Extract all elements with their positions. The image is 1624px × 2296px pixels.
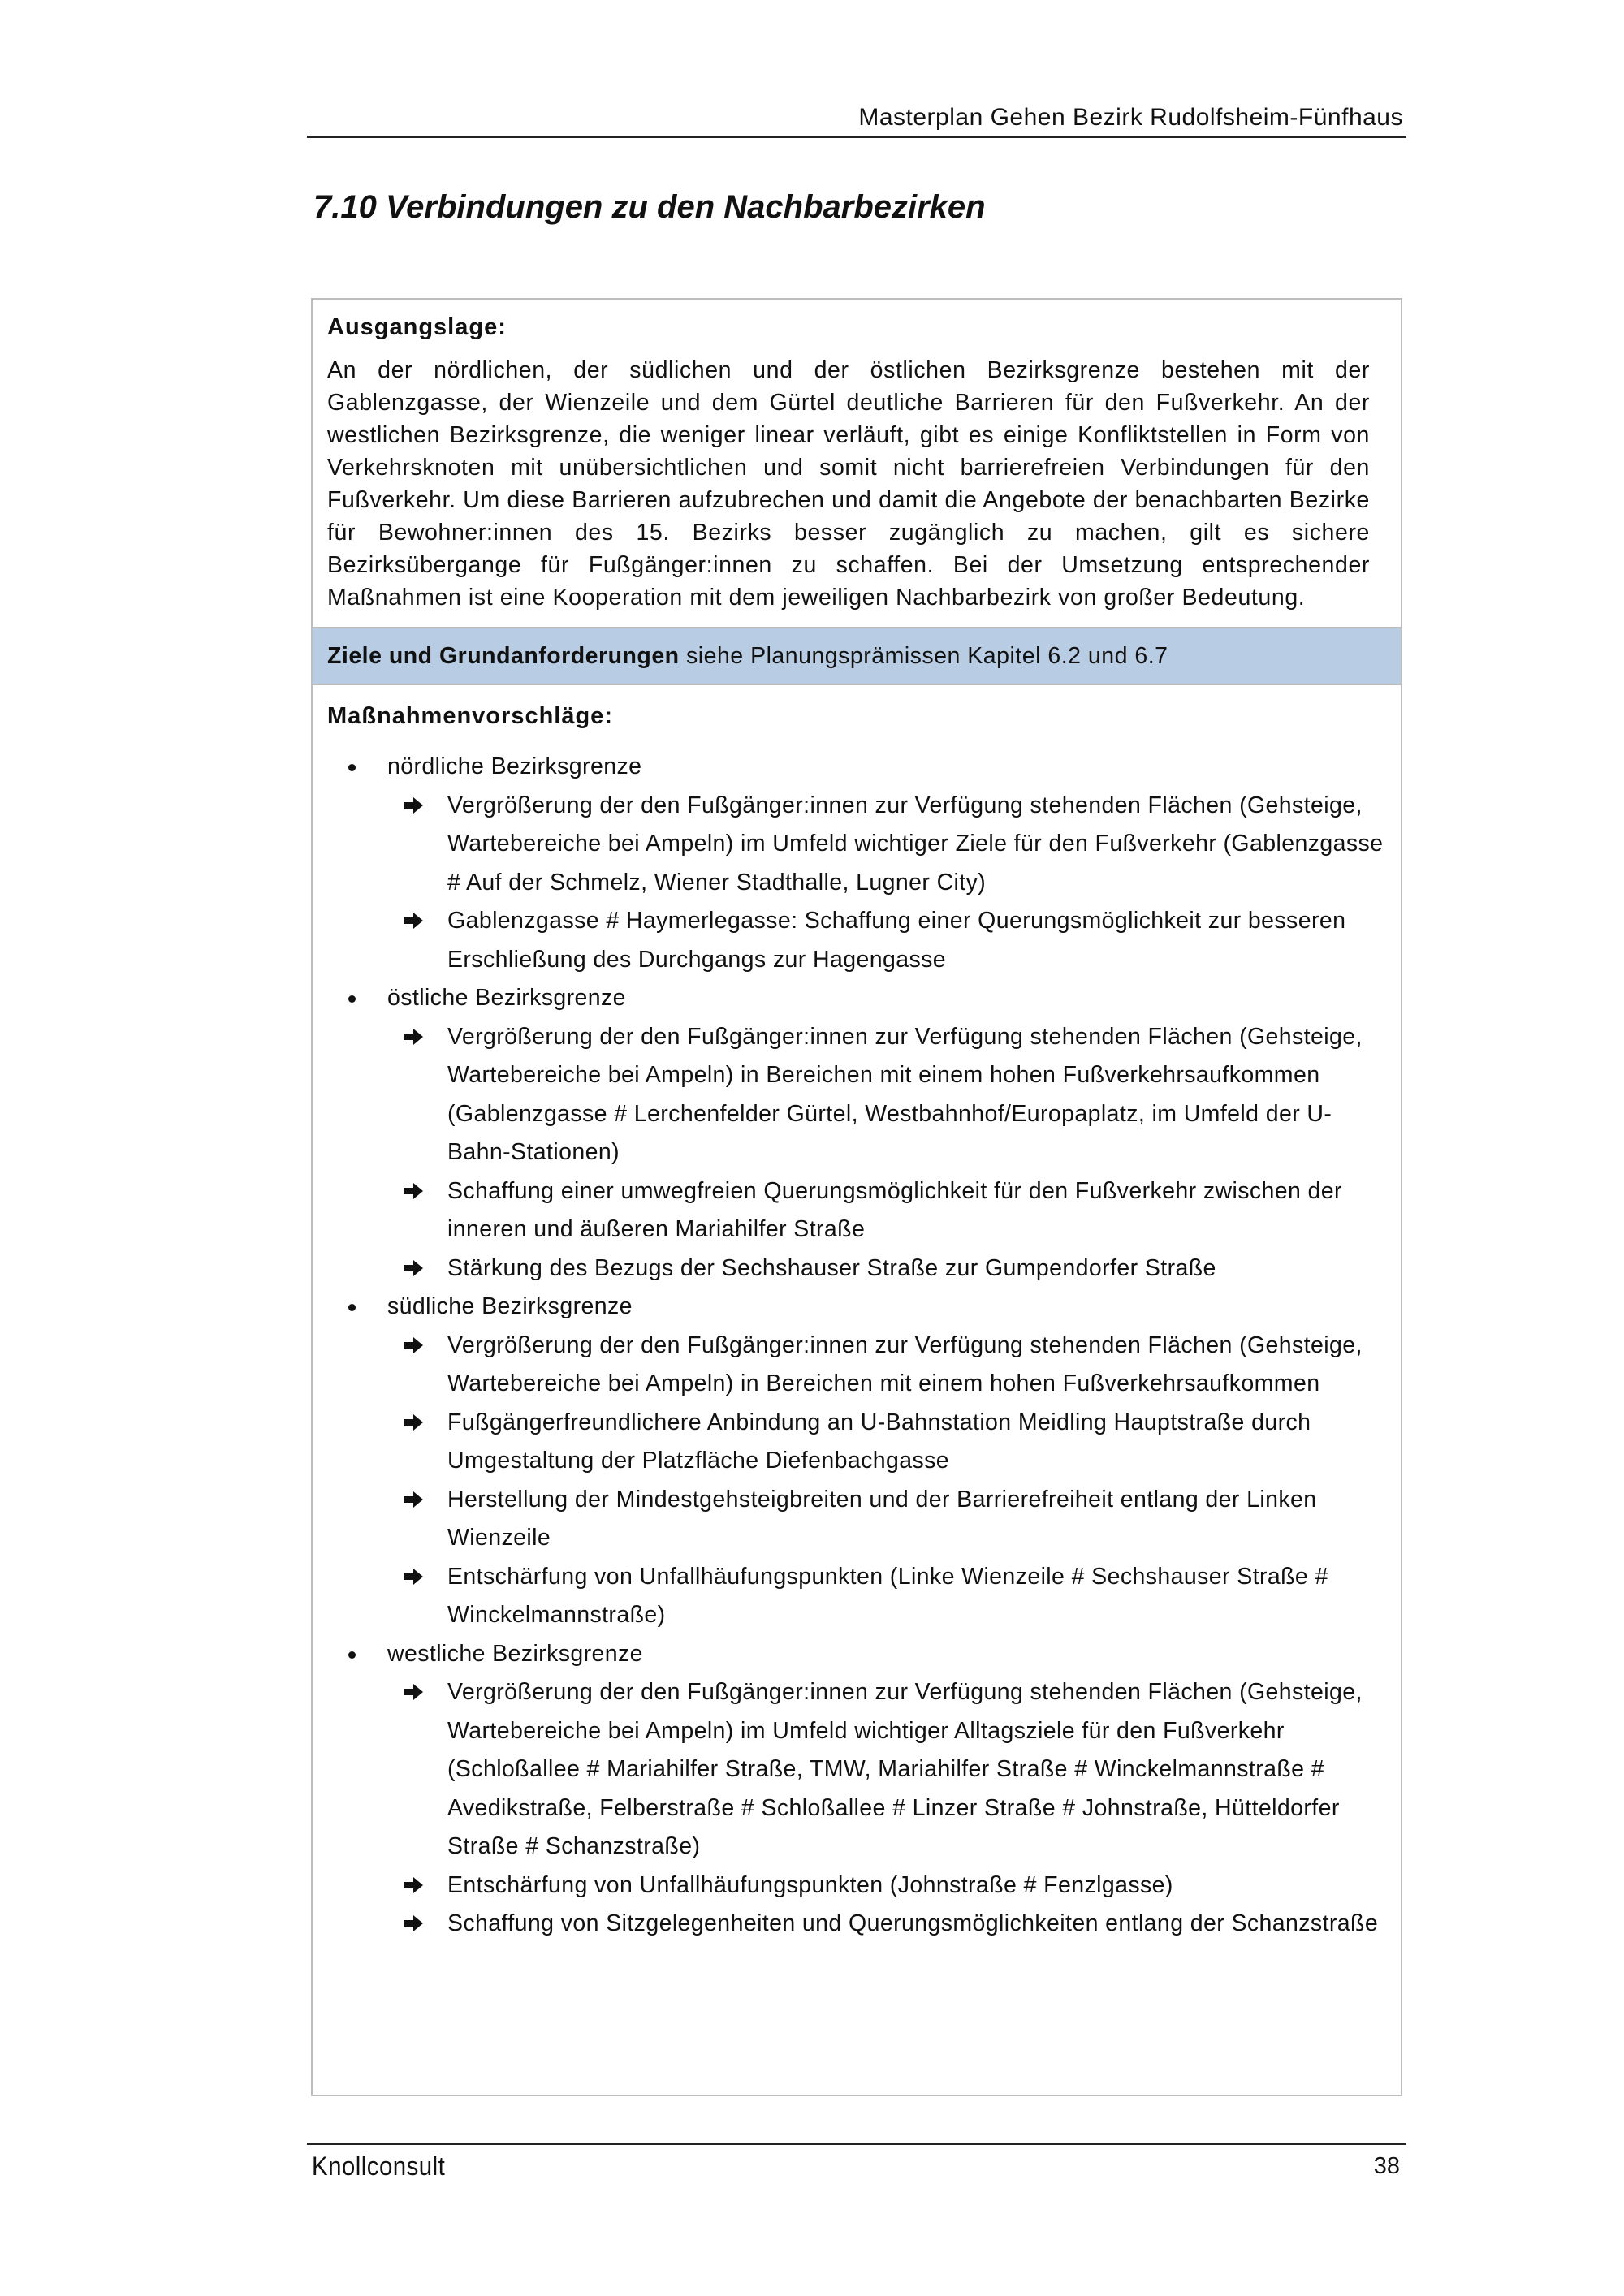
- content-box: [311, 298, 1402, 2096]
- bullet-icon: [348, 995, 356, 1003]
- bullet-icon: [348, 764, 356, 771]
- arrow-right-icon: [402, 1336, 425, 1354]
- list-item-text: Vergrößerung der den Fußgänger:innen zur Verfügung stehenden Flächen (Gehsteige, Wartebereiche bei Ampeln) in Bereichen mit einem hohen Fußverkehrsaufkommen: [447, 1331, 1363, 1396]
- ziele-label: Ziele und Grundanforderungen: [327, 643, 680, 669]
- list-item-text: Fußgängerfreundlichere Anbindung an U-Bahnstation Meidling Hauptstraße durch Umgestaltung der Platzfläche Diefenbachgasse: [447, 1409, 1311, 1474]
- group-south: [327, 1288, 1386, 1635]
- group-north: [327, 748, 1386, 979]
- footer-company: Knollconsult: [312, 2151, 446, 2181]
- list-item: [387, 1867, 1386, 1905]
- list-item-text: Entschärfung von Unfallhäufungspunkten (Linke Wienzeile # Sechshauser Straße # Winckelmannstraße): [447, 1563, 1328, 1628]
- list-item: [387, 1481, 1386, 1558]
- arrow-right-icon: [402, 1413, 425, 1431]
- footer-rule: [307, 2143, 1406, 2145]
- massnahmen-section: [313, 685, 1401, 1944]
- arrow-right-icon: [402, 1876, 425, 1894]
- arrow-right-icon: [402, 912, 425, 930]
- massnahmen-list: [327, 748, 1386, 1944]
- list-item-text: Gablenzgasse # Haymerlegasse: Schaffung einer Querungsmöglichkeit zur besseren Erschließung des Durchgangs zur Hagengasse: [447, 908, 1346, 973]
- group-west: [327, 1635, 1386, 1944]
- bullet-icon: [348, 1651, 356, 1659]
- section-title: 7.10 Verbindungen zu den Nachbarbezirken: [313, 189, 986, 225]
- ziele-text: siehe Planungsprämissen Kapitel 6.2 und 6.7: [679, 643, 1168, 669]
- arrow-right-icon: [402, 1568, 425, 1586]
- arrow-right-icon: [402, 1914, 425, 1932]
- group-title: westliche Bezirksgrenze: [387, 1640, 643, 1667]
- arrow-right-icon: [402, 1683, 425, 1701]
- list-item-text: Herstellung der Mindestgehsteigbreiten und der Barrierefreiheit entlang der Linken Wienzeile: [447, 1486, 1317, 1551]
- list-item-text: Stärkung des Bezugs der Sechshauser Straße zur Gumpendorfer Straße: [447, 1254, 1216, 1281]
- list-item-text: Vergrößerung der den Fußgänger:innen zur Verfügung stehenden Flächen (Gehsteige, Wartebereiche bei Ampeln) im Umfeld wichtiger Ziele für den Fußverkehr (Gablenzgasse # Auf der Schmelz, Wiener Stadthalle, Lugner City): [447, 792, 1384, 896]
- list-item: [387, 1404, 1386, 1481]
- group-east: [327, 979, 1386, 1288]
- ausgangslage-label: Ausgangslage:: [327, 314, 507, 340]
- list-item: [387, 1558, 1386, 1635]
- list-item: [387, 1327, 1386, 1404]
- arrow-right-icon: [402, 1259, 425, 1277]
- massnahmen-label: Maßnahmenvorschläge:: [327, 703, 613, 729]
- ausgangslage-section: [313, 300, 1401, 614]
- list-item: [387, 902, 1386, 979]
- list-item: [387, 1905, 1386, 1944]
- bullet-icon: [348, 1304, 356, 1311]
- list-item-text: Entschärfung von Unfallhäufungspunkten (Johnstraße # Fenzlgasse): [447, 1871, 1173, 1898]
- list-item: [387, 1018, 1386, 1172]
- list-item: [387, 1249, 1386, 1288]
- group-title: nördliche Bezirksgrenze: [387, 753, 642, 779]
- list-item: [387, 787, 1386, 903]
- page-number: 38: [1373, 2153, 1400, 2179]
- ziele-row: [313, 628, 1401, 685]
- group-title: östliche Bezirksgrenze: [387, 985, 626, 1011]
- group-title: südliche Bezirksgrenze: [387, 1293, 633, 1319]
- list-item-text: Vergrößerung der den Fußgänger:innen zur Verfügung stehenden Flächen (Gehsteige, Wartebereiche bei Ampeln) in Bereichen mit einem hohen Fußverkehrsaufkommen (Gablenzgasse # Lerchenfelder Gürtel, Westbahnhof/Europaplatz, im Umfeld der U-Bahn-Stationen): [447, 1023, 1363, 1165]
- list-item-text: Schaffung von Sitzgelegenheiten und Querungsmöglichkeiten entlang der Schanzstraße: [447, 1910, 1379, 1936]
- header-rule: [307, 136, 1406, 138]
- arrow-right-icon: [402, 1028, 425, 1046]
- arrow-right-icon: [402, 796, 425, 814]
- page-header: Masterplan Gehen Bezirk Rudolfsheim-Fünfhaus: [858, 104, 1403, 131]
- arrow-right-icon: [402, 1182, 425, 1200]
- arrow-right-icon: [402, 1491, 425, 1508]
- ausgangslage-text: An der nördlichen, der südlichen und der östlichen Bezirksgrenze bestehen mit der Gablenzgasse, der Wienzeile und dem Gürtel deutliche Barrieren für den Fußverkehr. An der westlichen Bezirksgrenze, die weniger linear verläuft, gibt es einige Konfliktstellen in Form von Verkehrsknoten mit unübersichtlichen und somit nicht barrierefreien Verbindungen für den Fußverkehr. Um diese Barrieren aufzubrechen und damit die Angebote der benachbarten Bezirke für Bewohner:innen des 15. Bezirks besser zugänglich zu machen, gilt es sichere Bezirksübergange für Fußgänger:innen zu schaffen. Bei der Umsetzung entsprechender Maßnahmen ist eine Kooperation mit dem jeweiligen Nachbarbezirk von großer Bedeutung.: [327, 357, 1370, 611]
- list-item-text: Vergrößerung der den Fußgänger:innen zur Verfügung stehenden Flächen (Gehsteige, Wartebereiche bei Ampeln) im Umfeld wichtiger Alltagsziele für den Fußverkehr (Schloßallee # Mariahilfer Straße, TMW, Mariahilfer Straße # Winckelmannstraße # Avedikstraße, Felberstraße # Schloßallee # Linzer Straße # Johnstraße, Hütteldorfer Straße # Schanzstraße): [447, 1679, 1363, 1859]
- list-item: [387, 1172, 1386, 1249]
- list-item: [387, 1673, 1386, 1867]
- list-item-text: Schaffung einer umwegfreien Querungsmöglichkeit für den Fußverkehr zwischen der inneren und äußeren Mariahilfer Straße: [447, 1177, 1342, 1242]
